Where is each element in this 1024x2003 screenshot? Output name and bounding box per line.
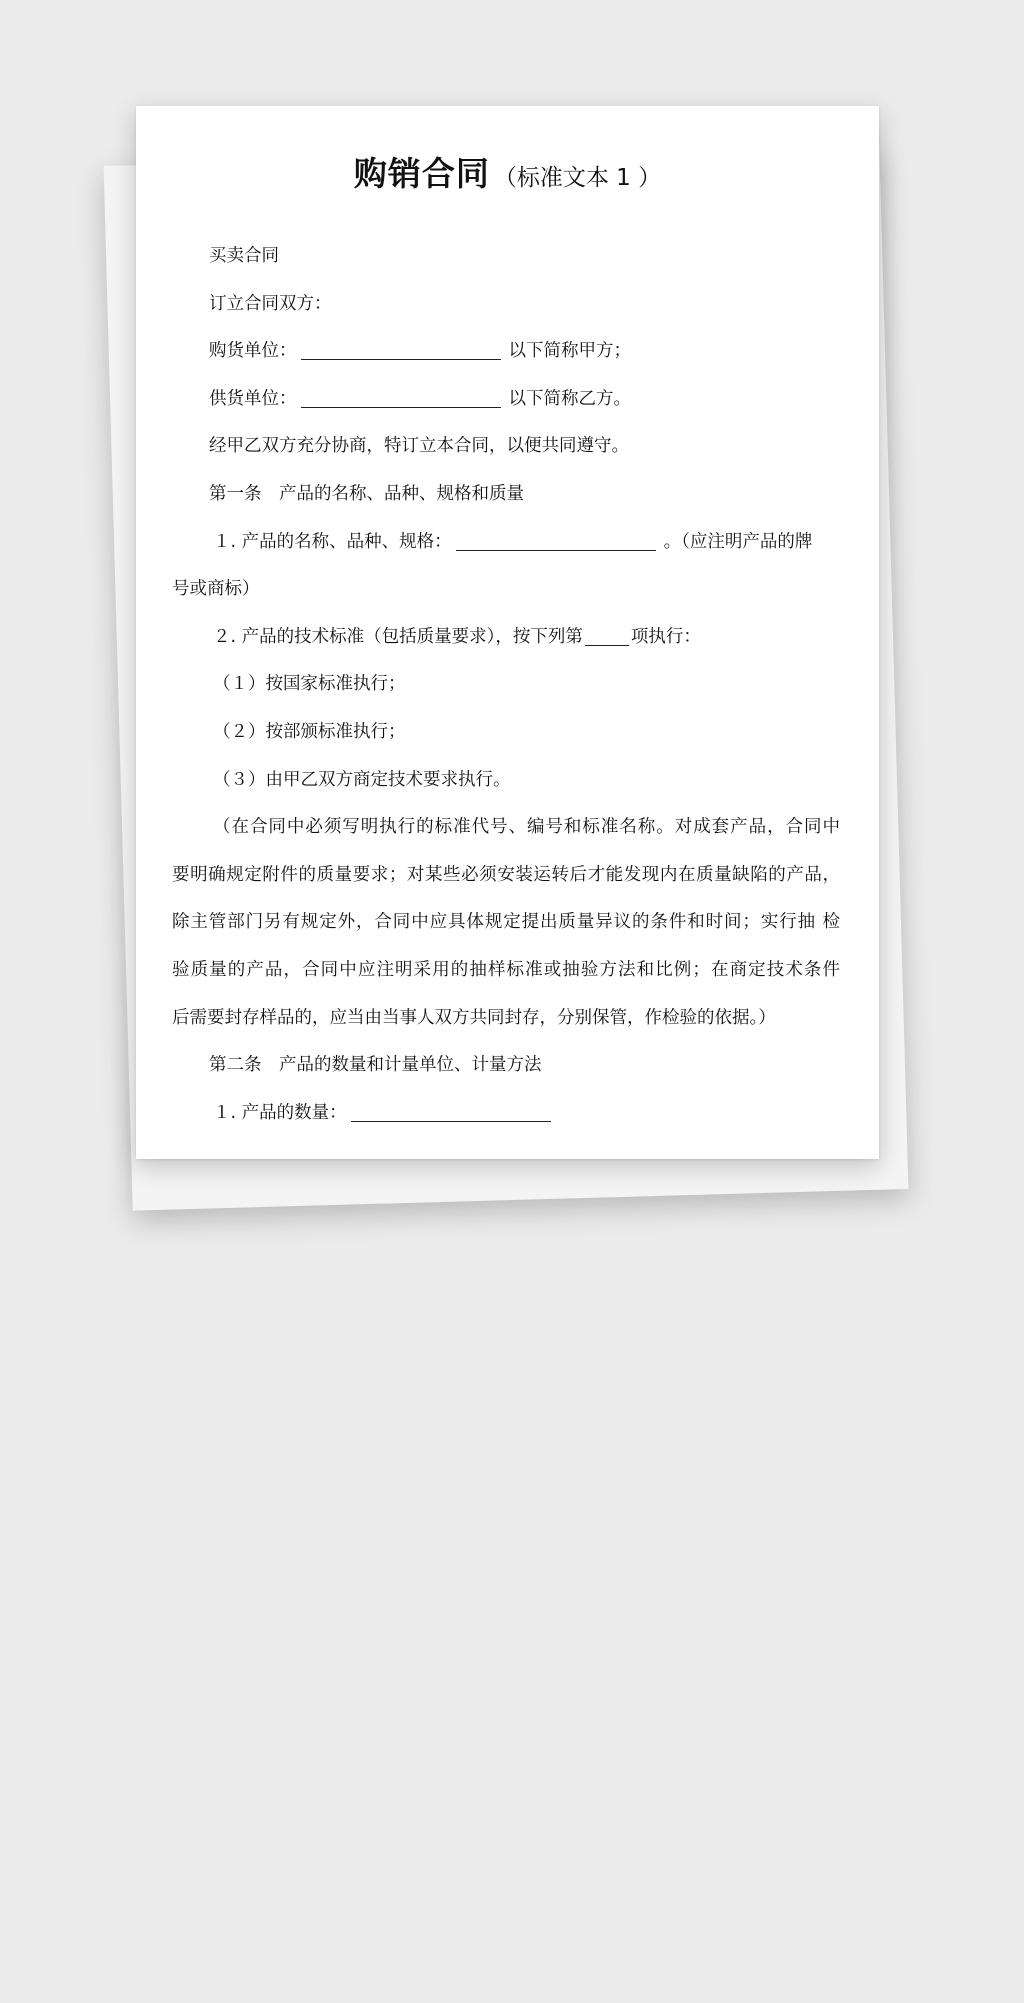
note-line-1: （在合同中必须写明执行的标准代号、编号和标准名称。对成套产品，合同中 — [213, 817, 840, 838]
quantity-label: １. 产品的数量： — [213, 1102, 347, 1123]
buyer-blank — [301, 337, 501, 360]
article1-heading: 第一条 产品的名称、品种、规格和质量 — [209, 483, 524, 504]
note-line-2: 要明确规定附件的质量要求；对某些必须安装运转后才能发现内在质量缺陷的产品， — [172, 864, 840, 885]
line-quantity — [172, 1090, 840, 1138]
line-parties: 订立合同双方： — [209, 293, 332, 314]
item2-blank — [585, 623, 629, 646]
item2-prefix: ２. 产品的技术标准（包括质量要求），按下列第 — [213, 626, 583, 647]
line-item1 — [172, 519, 840, 567]
option-1: （１）按国家标准执行； — [213, 674, 406, 695]
line-preamble: 经甲乙双方充分协商，特订立本合同，以便共同遵守。 — [209, 436, 629, 457]
line-item2 — [172, 614, 840, 662]
article2-heading: 第二条 产品的数量和计量单位、计量方法 — [209, 1055, 542, 1076]
seller-label: 供货单位： — [209, 388, 297, 409]
item2-suffix: 项执行： — [630, 626, 701, 647]
seller-blank — [301, 385, 501, 408]
item1-label: １. 产品的名称、品种、规格： — [213, 531, 452, 552]
line-item1-cont: 号或商标） — [172, 579, 260, 600]
contract-page — [136, 106, 879, 1159]
note-line-3: 除主管部门另有规定外，合同中应具体规定提出质量异议的条件和时间；实行抽 检 — [172, 912, 840, 933]
option-2: （２）按部颁标准执行； — [213, 721, 406, 742]
option-3: （３）由甲乙双方商定技术要求执行。 — [213, 769, 511, 790]
item1-blank — [456, 528, 656, 551]
document-body — [172, 233, 840, 1137]
note-line-4: 验质量的产品，合同中应注明采用的抽样标准或抽验方法和比例；在商定技术条件 — [172, 959, 840, 980]
quantity-blank — [351, 1099, 551, 1122]
seller-suffix: 以下简称乙方。 — [508, 388, 631, 409]
document-title — [136, 148, 879, 195]
line-intro: 买卖合同 — [209, 246, 279, 266]
title-sub: （标准文本 1 ） — [493, 165, 662, 191]
line-seller — [172, 376, 840, 424]
buyer-label: 购货单位： — [209, 341, 297, 362]
line-buyer — [172, 328, 840, 376]
item1-suffix: 。（应注明产品的牌 — [663, 531, 813, 552]
note-line-5: 后需要封存样品的，应当由当事人双方共同封存，分别保管，作检验的依据。） — [172, 1007, 776, 1028]
title-main: 购销合同 — [353, 154, 490, 193]
buyer-suffix: 以下简称甲方； — [508, 341, 631, 362]
